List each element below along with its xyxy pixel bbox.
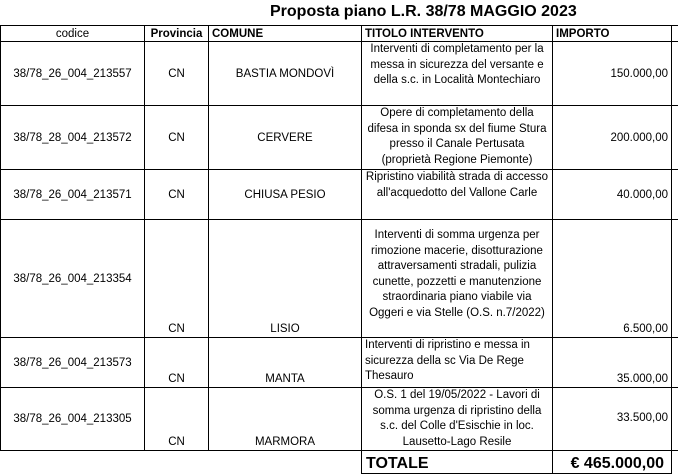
header-importo: IMPORTO <box>553 26 672 42</box>
cell-codice: 38/78_26_004_213305 <box>1 388 145 451</box>
cell-provincia: CN <box>145 220 209 338</box>
header-row <box>1 26 678 42</box>
table-row <box>1 388 678 451</box>
cell-importo: 200.000,00 <box>553 106 672 170</box>
cell-importo: 33.500,00 <box>553 388 672 451</box>
cell-provincia: CN <box>145 338 209 388</box>
total-value: € 465.000,00 <box>553 451 672 474</box>
cell-titolo-intervento: Opere di completamento della difesa in sponda sx del fiume Stura presso il Canale Pertusata (proprietà Regione Piemonte) <box>362 106 553 170</box>
cell-extra <box>672 338 678 388</box>
cell-comune: CHIUSA PESIO <box>209 170 362 220</box>
header-comune: COMUNE <box>209 26 362 42</box>
cell-titolo-intervento: Interventi di somma urgenza per rimozione macerie, disotturazione attraversamenti stradali, pulizia cunette, pozzetti e manutenzione straordinaria piano viabile via Oggeri e via Stelle (O.S. n.7/2022) <box>362 220 553 338</box>
interventions-table <box>0 25 678 474</box>
cell-provincia: CN <box>145 170 209 220</box>
total-row <box>1 451 678 474</box>
header-codice: codice <box>1 26 145 42</box>
header-extra-column <box>672 26 678 42</box>
cell-codice: 38/78_26_004_213573 <box>1 338 145 388</box>
table-row <box>1 106 678 170</box>
cell-comune: BASTIA MONDOVÌ <box>209 42 362 106</box>
cell-titolo-intervento: Ripristino viabilità strada di accesso all'acquedotto del Vallone Carle <box>362 170 553 220</box>
header-provincia: Provincia <box>145 26 209 42</box>
table-row <box>1 220 678 338</box>
table-row <box>1 338 678 388</box>
page-title: Proposta piano L.R. 38/78 MAGGIO 2023 <box>270 3 577 20</box>
cell-codice: 38/78_26_004_213571 <box>1 170 145 220</box>
cell-importo: 6.500,00 <box>553 220 672 338</box>
cell-extra <box>672 170 678 220</box>
cell-provincia: CN <box>145 388 209 451</box>
cell-provincia: CN <box>145 42 209 106</box>
cell-codice: 38/78_28_004_213572 <box>1 106 145 170</box>
table-row <box>1 42 678 106</box>
cell-titolo-intervento: Interventi di ripristino e messa in sicurezza della sc Via De Rege Thesauro <box>362 338 553 388</box>
cell-comune: MANTA <box>209 338 362 388</box>
cell-importo: 40.000,00 <box>553 170 672 220</box>
cell-codice: 38/78_26_004_213354 <box>1 220 145 338</box>
cell-comune: LISIO <box>209 220 362 338</box>
cell-importo: 35.000,00 <box>553 338 672 388</box>
header-titolo-intervento: TITOLO INTERVENTO <box>362 26 553 42</box>
cell-extra <box>672 106 678 170</box>
total-label: TOTALE <box>362 451 553 474</box>
cell-importo: 150.000,00 <box>553 42 672 106</box>
cell-extra <box>672 388 678 451</box>
table-row <box>1 170 678 220</box>
cell-titolo-intervento: Interventi di completamento per la messa in sicurezza del versante e della s.c. in Località Montechiaro <box>362 42 553 106</box>
cell-provincia: CN <box>145 106 209 170</box>
cell-codice: 38/78_26_004_213557 <box>1 42 145 106</box>
cell-comune: MARMORA <box>209 388 362 451</box>
cell-extra <box>672 220 678 338</box>
cell-extra <box>672 42 678 106</box>
cell-comune: CERVERE <box>209 106 362 170</box>
cell-titolo-intervento: O.S. 1 del 19/05/2022 - Lavori di somma urgenza di ripristino della s.c. del Colle d'Esischie in loc. Lausetto-Lago Resile <box>362 388 553 451</box>
